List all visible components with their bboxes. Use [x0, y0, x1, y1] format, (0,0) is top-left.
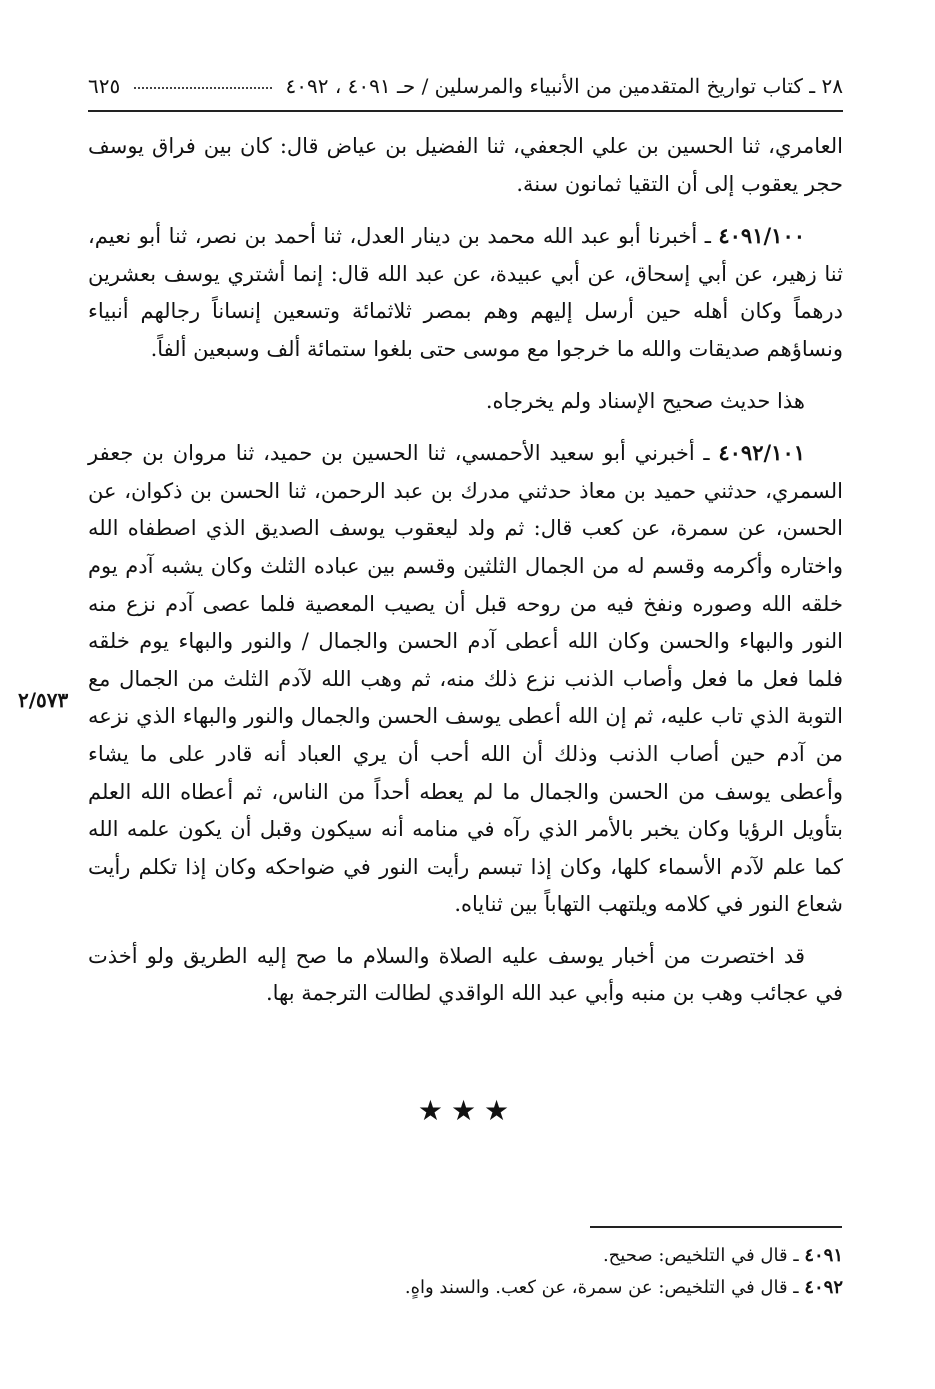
footnote-text: ـ قال في التلخيص: عن سمرة، عن كعب. والسند واهٍ. [404, 1277, 799, 1298]
section-separator-stars: ★★★ [417, 1094, 518, 1127]
paragraph [88, 938, 843, 1013]
hadith-number: ٤٠٩١/١٠٠ [718, 223, 805, 249]
paragraph-text: ـ أخبرنا أبو عبد الله محمد بن دينار العدل، ثنا أحمد بن نصر، ثنا أبو نعيم، ثنا زهير، عن أبي إسحاق، عن أبي عبيدة، عن عبد الله قال: إنما أشتري يوسف بعشرين درهماً وكان أهله حين أرسل إليهم وهم بمصر ثلاثمائة وتسعين إنساناً رجالهم أنبياء ونساؤهم صديقات والله ما خرجوا مع موسى حتى بلغوا ستمائة ألف وسبعين ألفاً. [88, 224, 843, 361]
paragraph-text: هذا حديث صحيح الإسناد ولم يخرجاه. [485, 388, 805, 413]
hadith-paragraph [88, 217, 843, 368]
footnote-text: ـ قال في التلخيص: صحيح. [602, 1245, 799, 1266]
footnote-number: ٤٠٩١ [804, 1245, 843, 1266]
header-leader-dots [134, 83, 271, 89]
margin-volume-reference: ٢/٥٧٣ [18, 688, 69, 712]
hadith-paragraph [88, 434, 843, 924]
footnote [88, 1272, 843, 1304]
running-header [88, 62, 843, 112]
hadith-number: ٤٠٩٢/١٠١ [718, 440, 805, 466]
paragraph-text: قد اختصرت من أخبار يوسف عليه الصلاة والسلام ما صح إليه الطريق ولو أخذت في عجائب وهب بن منبه وأبي عبد الله الواقدي لطالت الترجمة بها. [88, 943, 843, 1006]
header-title: ٢٨ ـ كتاب تواريخ المتقدمين من الأنبياء والمرسلين / حـ ٤٠٩١ ، ٤٠٩٢ [285, 74, 843, 98]
main-text [88, 128, 843, 1027]
paragraph [88, 128, 843, 203]
footnote-number: ٤٠٩٢ [804, 1277, 843, 1298]
paragraph-text: ـ أخبرني أبو سعيد الأحمسي، ثنا الحسين بن حميد، ثنا مروان بن جعفر السمري، حدثني حميد بن معاذ حدثني مدرك بن عبد الرحمن، ثنا الحسن بن ذكوان، عن الحسن، عن سمرة، عن كعب قال: ثم ولد ليعقوب يوسف الصديق الذي اصطفاه الله واختاره وأكرمه وقسم له من الجمال الثلثين وقسم بين عباده الثلث وكان يشبه آدم يوم خلقه الله وصوره ونفخ فيه من روحه قبل أن يصيب المعصية فلما عصى آدم نزع منه النور والبهاء والحسن وكان الله أعطى آدم الحسن والجمال / والنور والبهاء يوم خلقه فلما فعل ما فعل وأصاب الذنب نزع ذلك منه، ثم وهب الله لآدم الثلث من الجمال مع التوبة الذي تاب عليه، ثم إن الله أعطى يوسف الحسن والجمال والنور والبهاء الذي نزعه من آدم حين أصاب الذنب وذلك أن الله أحب أن يري العباد أنه قادر على ما يشاء وأعطى يوسف من الحسن والجمال ما لم يعطه أحداً من الناس، ثم أعطاه الله العلم بتأويل الرؤيا وكان يخبر بالأمر الذي رآه في منامه أنه سيكون وقبل أن يكون علمه الله كما علم لآدم الأسماء كلها، وكان إذا تبسم رأيت النور في ضواحكه وكان إذا تكلم رأيت شعاع النور في كلامه ويلتهب التهاباً بين ثناياه. [88, 441, 843, 917]
paragraph-text: العامري، ثنا الحسين بن علي الجعفي، ثنا الفضيل بن عياض قال: كان بين فراق يوسف حجر يعقوب إلى أن التقيا ثمانون سنة. [88, 134, 843, 196]
footnotes [88, 1240, 843, 1304]
page-number: ٦٢٥ [88, 74, 121, 98]
footnote-rule [590, 1226, 842, 1228]
paragraph [88, 383, 843, 421]
footnote [88, 1240, 843, 1272]
